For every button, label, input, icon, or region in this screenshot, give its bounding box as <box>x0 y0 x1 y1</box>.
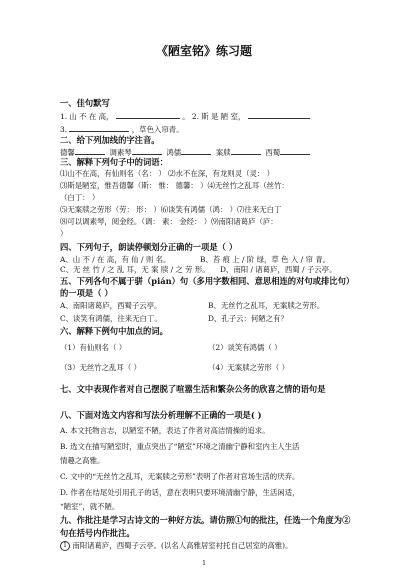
word-item: （3）无丝竹之乱耳（ ） <box>60 363 141 372</box>
word-item: （2）谈笑有鸿儒（ ） <box>208 343 282 352</box>
poem-line-text: ，草色入帘青。 <box>131 125 184 134</box>
option-c: C、谈笑有鸿儒，往来无白丁。 <box>60 314 162 323</box>
option-b-continued: 情趣之高雅。 <box>60 456 105 465</box>
section-7-heading: 七、文中表现作者对自己摆脱了喧嚣生活和繁杂公务的欣喜之情的语句是 <box>60 384 326 394</box>
section-3-line: ⑻可以调素琴，阅金经。（调： 素： 金经： ）⑼南阳诸葛庐（庐： <box>60 217 278 226</box>
section-3-line: ） <box>60 229 68 238</box>
option-d: D、孔子云：何陋之有？ <box>208 314 288 323</box>
option-c <box>60 264 210 275</box>
annotation-example <box>60 540 292 551</box>
pinyin-item: 鸿儒 <box>166 148 182 157</box>
answer-blank[interactable] <box>75 146 105 155</box>
section-1-line-1 <box>60 110 310 122</box>
section-6-heading: 六、解释下例句中加点的词。 <box>60 326 168 336</box>
option-c: C. 文中的“无丝竹之乱耳，无案牍之劳形”表明了作者对官场生活的厌弃。 <box>60 472 300 481</box>
answer-blank[interactable] <box>231 146 261 155</box>
section-2-heading: 二、给下列加线的字注音。 <box>60 135 160 145</box>
section-3-line: ⑸无案牍之劳形（劳： 形： ）⑹谈笑有鸿儒（鸿： ）⑺往来无白丁 <box>60 205 282 214</box>
section-9-heading-2: 句在括号内作批注。 <box>60 528 135 538</box>
circled-number-icon: 1 <box>60 541 70 551</box>
section-5-heading: 五、下列各句不属于骈（pián）句（多用字数相同、意思相连的对句或排比句） <box>60 276 355 286</box>
pinyin-item: 西蜀 <box>265 148 281 157</box>
section-5-heading-2: 的一项是（ ） <box>60 288 113 298</box>
section-3-heading: 三、解释下列句子中的词语： <box>60 157 168 167</box>
answer-blank[interactable] <box>69 123 129 132</box>
section-3-line: ⑶斯是陋室，惟吾德馨（斯： 惟： 德馨： ）⑷无丝竹之乱耳（丝竹： <box>60 181 289 190</box>
answer-blank[interactable] <box>132 146 162 155</box>
option-d <box>220 264 336 275</box>
option-d-continued: “陋室”，就不陋。 <box>60 502 120 511</box>
pinyin-item: 调素琴 <box>109 148 132 157</box>
answer-blank[interactable] <box>248 110 310 119</box>
item-number: 3. <box>60 125 68 134</box>
section-1-heading: 一、佳句默写 <box>60 98 110 108</box>
answer-blank[interactable] <box>116 110 180 119</box>
option-text: C、无 丝 竹 / 之 乱 耳，无 案 牍 / 之 劳 形。 <box>60 265 210 274</box>
option-d: D. 作者在结尾处引用孔子的话，意在表明只要环境清幽宁静，生活闲适， <box>60 488 300 497</box>
option-a: A、南阳诸葛庐，西蜀子云亭。 <box>60 301 162 310</box>
option-b: B. 选文在描写陋室时，重点突出了“陋室”环境之清幽宁静和室内主人生活 <box>60 442 300 451</box>
pinyin-item: 案牍 <box>215 148 231 157</box>
page-title: 《陋室铭》练习题 <box>155 44 252 58</box>
section-4-heading: 四、下列句子，朗读停顿划分正确的一项是（ ） <box>60 242 238 252</box>
poem-line-text: 。 2. 斯 是 陋 室， <box>182 112 246 121</box>
option-text: A、山 不 / 在 高，有 仙 / 则 名。 <box>60 255 171 264</box>
section-3-line: （白丁： ） <box>60 193 100 202</box>
word-item: （4）无案牍之劳形（ ） <box>208 363 289 372</box>
poem-line-text: 1. 山 不 在 高， <box>60 112 114 121</box>
section-8-heading: 八、下面对选文内容和写法分析理解不正确的一项是( ) <box>60 410 262 420</box>
section-9-heading: 九、作批注是学习古诗文的一种好方法。请仿照①句的批注，任选一个角度为② <box>60 515 351 525</box>
option-b: B、无丝竹之乱耳，无案牍之劳形。 <box>208 301 325 310</box>
page-number: 1 <box>202 560 206 567</box>
answer-blank[interactable] <box>280 146 310 155</box>
section-3-line: ⑴山不在高，有仙则名（名： ） ⑵水不在深，有龙则灵（灵： ） <box>60 169 274 178</box>
word-item: （1）有仙则名（ ） <box>60 343 127 352</box>
pinyin-item: 德馨 <box>60 148 75 157</box>
option-text: B、苔 痕 上 / 阶 绿，草 色 入 / 帘 青。 <box>200 255 330 264</box>
annotation-text: 南阳诸葛庐，西蜀子云亭。(以名人高雅居室衬托自己居室的高雅)。 <box>72 541 293 550</box>
option-text: D、南阳 / 诸葛庐，西蜀 / 子云亭。 <box>220 265 337 274</box>
option-a: A. 本文托物言志，以陋室不陋，表达了作者对高洁情操的追求。 <box>60 426 270 435</box>
answer-blank[interactable] <box>181 146 211 155</box>
